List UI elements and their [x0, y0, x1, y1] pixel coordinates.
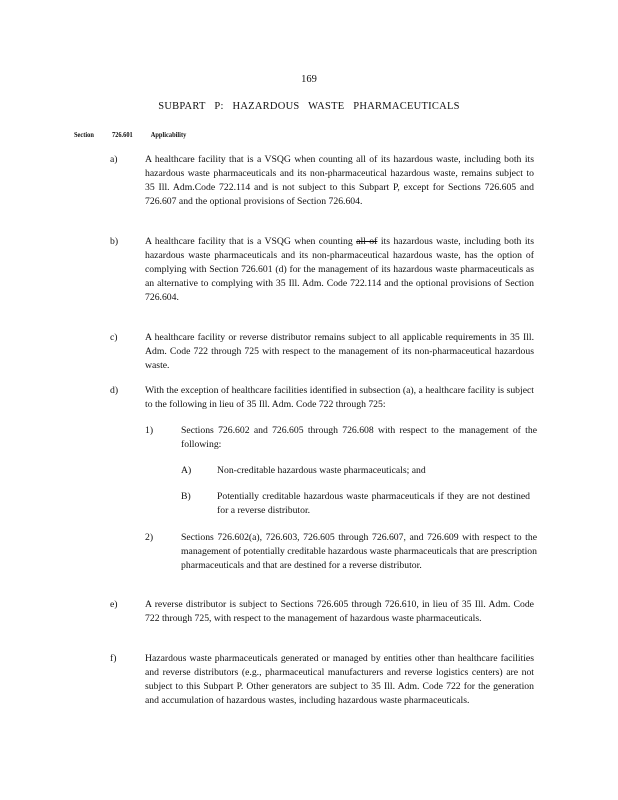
- subsection-b-label: b): [110, 236, 119, 247]
- section-word: Section: [74, 130, 94, 139]
- subsection-d-1-label: 1): [145, 425, 154, 436]
- section-heading: [74, 128, 186, 142]
- subsection-d-2-label: 2): [145, 532, 154, 543]
- subsection-d-1-A-label: A): [181, 465, 192, 476]
- subsection-a-text: A healthcare facility that is a VSQG when counting all of its hazardous waste, including both its hazardous waste pharmaceuticals and its non-pharmaceutical hazardous waste, remains subject to 35 Ill. Adm.Code 722.114 and is not subject to this Subpart P, except for Sections 726.605 and 726.607 and the optional provisions of Section 726.604.: [145, 154, 534, 207]
- subsection-d-1-A-text: Non-creditable hazardous waste pharmaceuticals; and: [217, 465, 426, 476]
- subsection-d-text: With the exception of healthcare facilities identified in subsection (a), a healthcare facility is subject to the following in lieu of 35 Ill. Adm. Code 722 through 725:: [145, 385, 534, 410]
- subsection-c-text: A healthcare facility or reverse distributor remains subject to all applicable requirements in 35 Ill. Adm. Code 722 through 725 with respect to the management of its non-pharmaceutical hazardous waste.: [145, 332, 534, 371]
- subpart-title: SUBPART P: HAZARDOUS WASTE PHARMACEUTICALS: [158, 101, 460, 112]
- subsection-b-struck-text: all of: [356, 236, 378, 247]
- section-number: 726.601: [111, 130, 133, 139]
- subsection-b-text-before: A healthcare facility that is a VSQG when counting: [145, 236, 357, 247]
- subsection-f-text: Hazardous waste pharmaceuticals generated or managed by entities other than healthcare facilities and reverse distributors (e.g., pharmaceutical manufacturers and reverse logistics centers) are not subject to this Subpart P. Other generators are subject to 35 Ill. Adm. Code 722 for the generation and accumulation of hazardous wastes, including hazardous waste pharmaceuticals.: [145, 653, 534, 706]
- subsection-d-1-text: Sections 726.602 and 726.605 through 726.608 with respect to the management of the following:: [181, 425, 537, 450]
- subsection-d-2-text: Sections 726.602(a), 726.603, 726.605 through 726.607, and 726.609 with respect to the management of potentially creditable hazardous waste pharmaceuticals that are prescription pharmaceuticals and that are destined for a reverse distributor.: [181, 532, 537, 571]
- subsection-d-1-B-label: B): [181, 491, 191, 502]
- subsection-f-label: f): [110, 653, 117, 664]
- subsection-e-label: e): [110, 599, 118, 610]
- subsection-d-1-B-text: Potentially creditable hazardous waste pharmaceuticals if they are not destined for a reverse distributor.: [217, 491, 530, 516]
- subsection-d-label: d): [110, 385, 119, 396]
- subsection-b-text: [145, 235, 534, 305]
- subsection-a-label: a): [110, 154, 118, 165]
- section-title: Applicability: [150, 130, 187, 139]
- page-number: 169: [301, 74, 317, 85]
- subsection-b-text-after: its hazardous waste, including both its hazardous waste pharmaceuticals and its non-pharmaceutical hazardous waste, has the option of complying with Section 726.601 (d) for the management of its hazardous waste pharmaceuticals as an alternative to complying with 35 Ill. Adm. Code 722.114 and the optional provisions of Section 726.604.: [145, 236, 534, 303]
- subsection-c-label: c): [110, 332, 118, 343]
- subsection-e-text: A reverse distributor is subject to Sections 726.605 through 726.610, in lieu of 35 Ill. Adm. Code 722 through 725, with respect to the management of hazardous waste pharmaceuticals.: [145, 599, 534, 624]
